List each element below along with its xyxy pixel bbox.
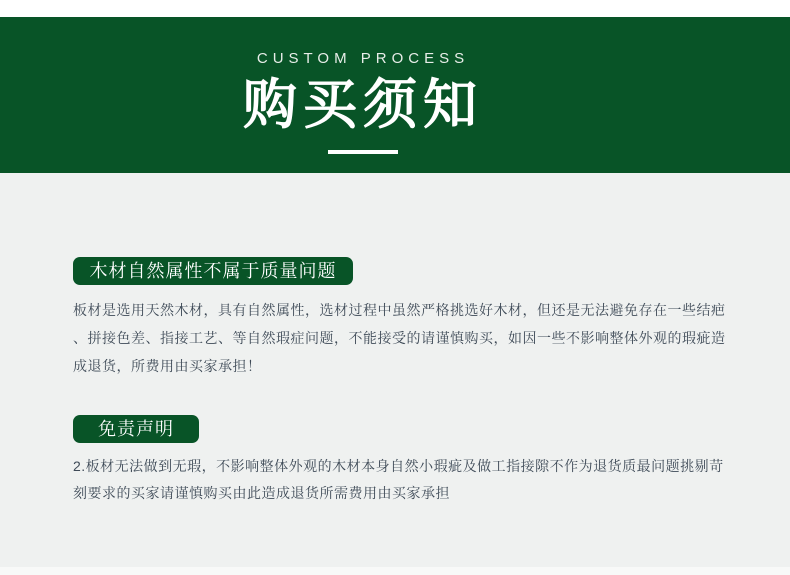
notice-paragraph-natural-properties <box>73 296 726 380</box>
page-title: 购买须知 <box>243 75 483 135</box>
paragraph-line: 、拼接色差、指接工艺、等自然瑕症问题，不能接受的请谨慎购买，如因一些不影响整体外观的瑕疵造 <box>73 330 726 346</box>
header-subtitle: CUSTOM PROCESS <box>256 50 470 67</box>
header-content <box>0 17 726 173</box>
bottom-light-strip <box>0 567 790 575</box>
section-badge-disclaimer: 免责声明 <box>73 415 199 443</box>
paragraph-line: 2.板材无法做到无瑕，不影响整体外观的木材本身自然小瑕疵及做工指接隙不作为退货质最问题挑剔苛 <box>73 458 724 474</box>
title-underline <box>328 150 398 154</box>
paragraph-line: 成退货，所费用由买家承担！ <box>73 358 262 374</box>
top-white-strip <box>0 0 790 17</box>
section-badge-natural-properties: 木材自然属性不属于质量问题 <box>73 257 353 285</box>
paragraph-line: 板材是选用天然木材，具有自然属性，选材过程中虽然严格挑选好木材，但还是无法避免存在一些结疤 <box>73 302 726 318</box>
header-banner <box>0 17 790 173</box>
notice-paragraph-disclaimer <box>73 453 724 507</box>
paragraph-line: 刻要求的买家请谨慎购买由此造成退货所需费用由买家承担 <box>73 485 450 501</box>
